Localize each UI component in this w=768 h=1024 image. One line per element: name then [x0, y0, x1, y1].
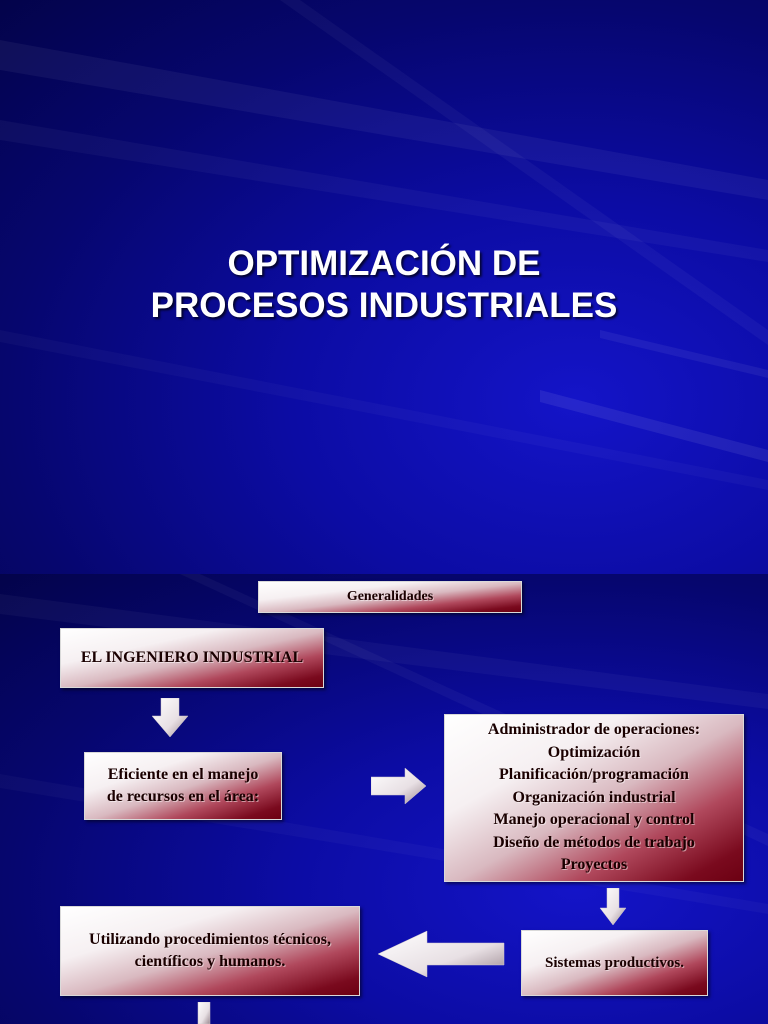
utilizando-line-2: científicos y humanos.: [134, 953, 286, 970]
administrador-line-6: Diseño de métodos de trabajo: [493, 833, 695, 851]
arrow-down-icon: [151, 698, 189, 738]
title-line-2: PROCESOS INDUSTRIALES: [150, 286, 618, 325]
arrow-right-icon: [371, 767, 427, 805]
administrador-line-3: Planificación/programación: [499, 766, 689, 784]
administrador-line-4: Organización industrial: [512, 788, 676, 806]
diagram-slide: [0, 574, 768, 1024]
eficiente-line-2: de recursos en el área:: [106, 788, 260, 805]
administrador-line-7: Proyectos: [560, 856, 628, 874]
arrow-down-icon: [192, 1002, 216, 1024]
header-label: Generalidades: [346, 589, 434, 604]
utilizando-box: [60, 906, 360, 996]
administrador-line-1: Administrador de operaciones:: [487, 720, 701, 738]
sistemas-box: [521, 930, 708, 996]
slide-title: [0, 243, 768, 327]
administrador-line-5: Manejo operacional y control: [493, 811, 695, 829]
administrador-line-2: Optimización: [547, 743, 641, 761]
header-box: [258, 581, 522, 613]
eficiente-box: [84, 752, 282, 820]
arrow-left-icon: [377, 930, 505, 978]
sistemas-label: Sistemas productivos.: [545, 954, 684, 971]
arrow-down-icon: [599, 888, 627, 926]
title-line-1: OPTIMIZACIÓN DE: [227, 244, 541, 283]
utilizando-line-1: Utilizando procedimientos técnicos,: [89, 931, 331, 948]
ingeniero-box: [60, 628, 324, 688]
ingeniero-label: EL INGENIERO INDUSTRIAL: [80, 649, 304, 666]
administrador-box: [444, 714, 744, 882]
eficiente-line-1: Eficiente en el manejo: [107, 766, 259, 783]
